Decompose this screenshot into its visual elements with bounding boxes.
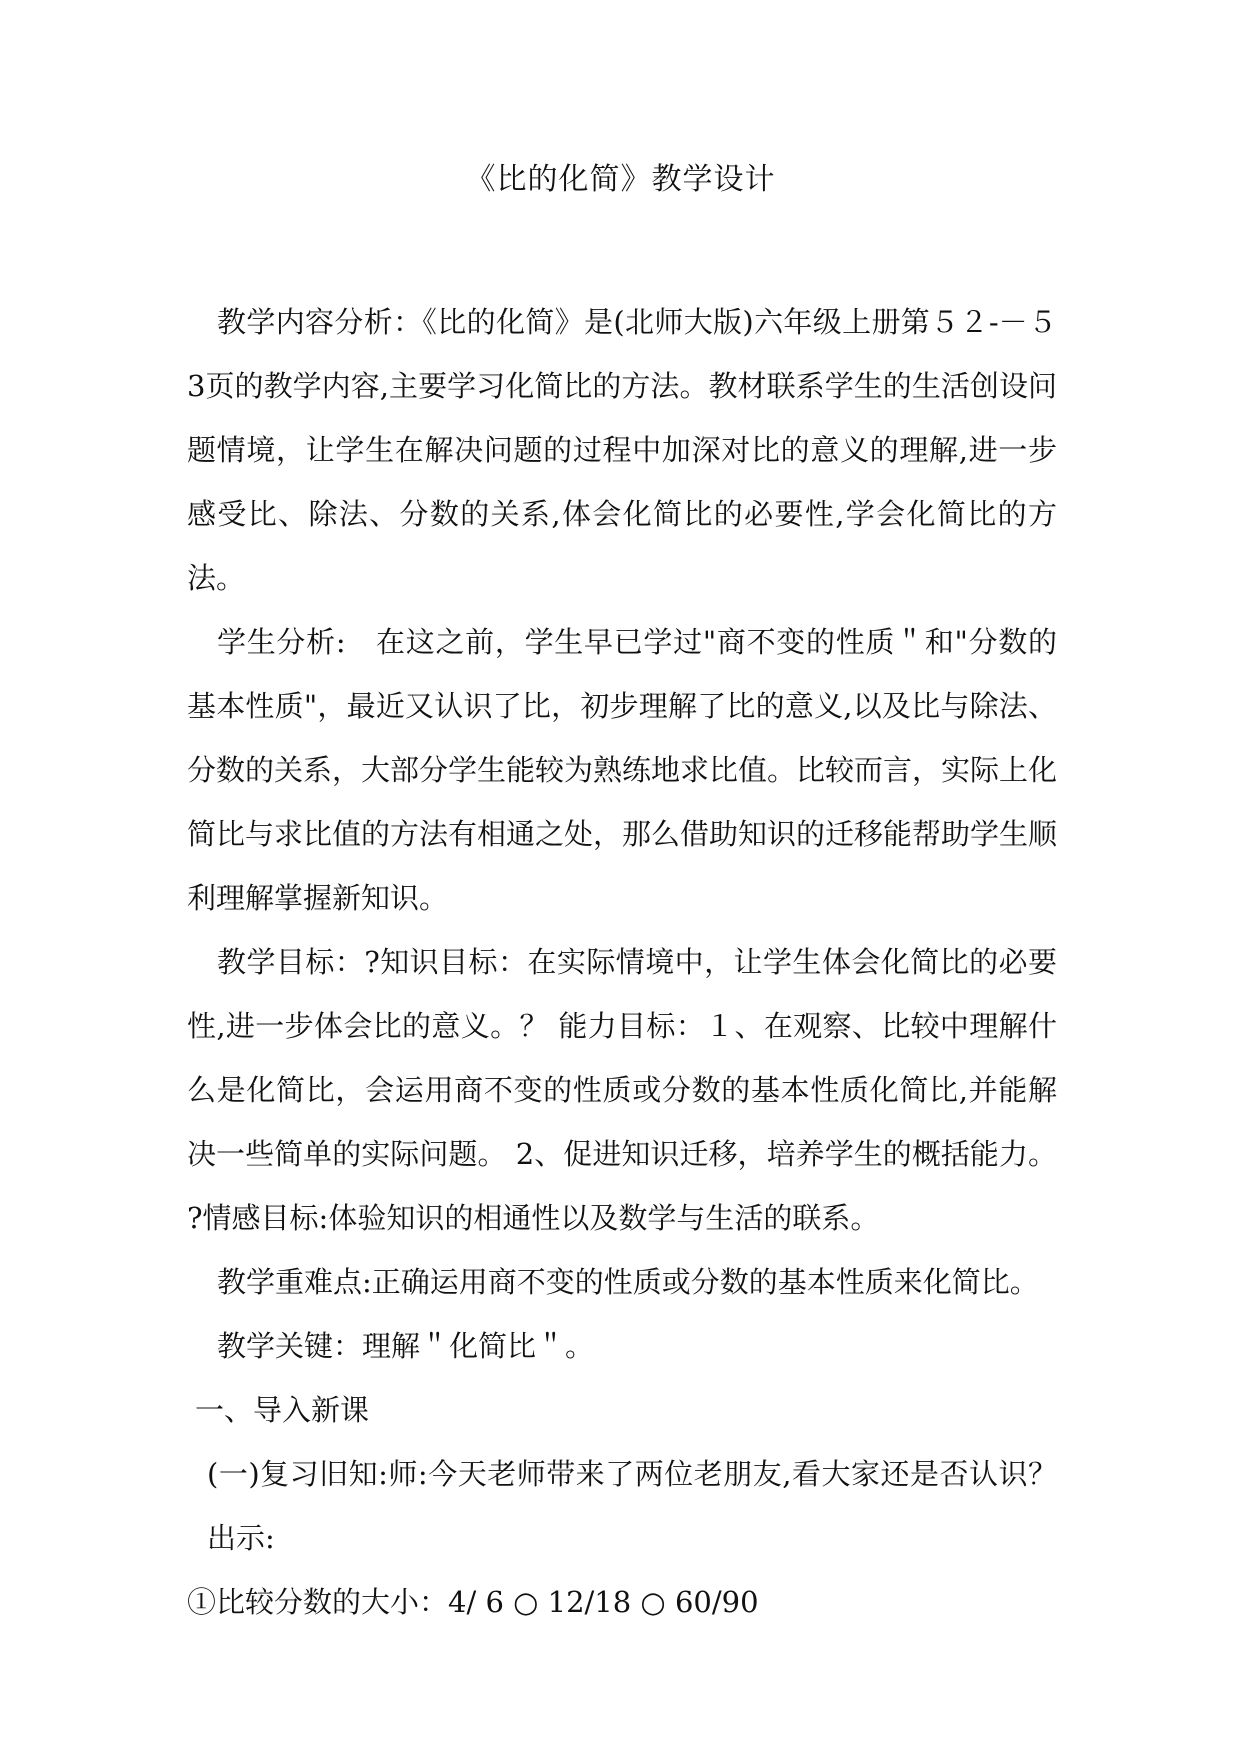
paragraph-teaching-goals: 教学目标：?知识目标：在实际情境中，让学生体会化简比的必要性,进一步体会比的意义。？ 能力目标：１、在观察、比较中理解什么是化简比，会运用商不变的性质或分数的基本性质化简比,并能解决一些简单的实际问题。 2、促进知识迁移，培养学生的概括能力。 ?情感目标:体验知识的相通性以及数学与生活的联系。	[187, 945, 1057, 1235]
paragraph-teaching-key: 教学关键：理解＂化简比＂。	[217, 1329, 595, 1363]
item-compare-fractions: ①比较分数的大小：4/ 6 ○ 12/18 ○ 60/90	[187, 1585, 759, 1619]
paragraph-review: (一)复习旧知:师:今天老师带来了两位老朋友,看大家还是否认识？出示:	[207, 1457, 1057, 1555]
paragraph-student-analysis: 学生分析: 在这之前，学生早已学过"商不变的性质＂和"分数的基本性质"，最近又认识了比，初步理解了比的意义,以及比与除法、分数的关系，大部分学生能较为熟练地求比值。比较而言，实际上化简比与求比值的方法有相通之处，那么借助知识的迁移能帮助学生顺利理解掌握新知识。	[187, 625, 1058, 915]
document-title: 《比的化简》教学设计	[465, 162, 776, 197]
paragraph-key-difficulties: 教学重难点:正确运用商不变的性质或分数的基本性质来化简比。	[217, 1265, 1039, 1299]
paragraph-content-analysis: 教学内容分析：《比的化简》是(北师大版)六年级上册第５２-－５3页的教学内容,主要学习化简比的方法。教材联系学生的生活创设问题情境，让学生在解决问题的过程中加深对比的意义的理解,进一步感受比、除法、分数的关系,体会化简比的必要性,学会化简比的方法。	[187, 305, 1057, 595]
document-body	[187, 290, 1057, 1634]
section-heading-intro: 一、导入新课	[195, 1393, 370, 1427]
